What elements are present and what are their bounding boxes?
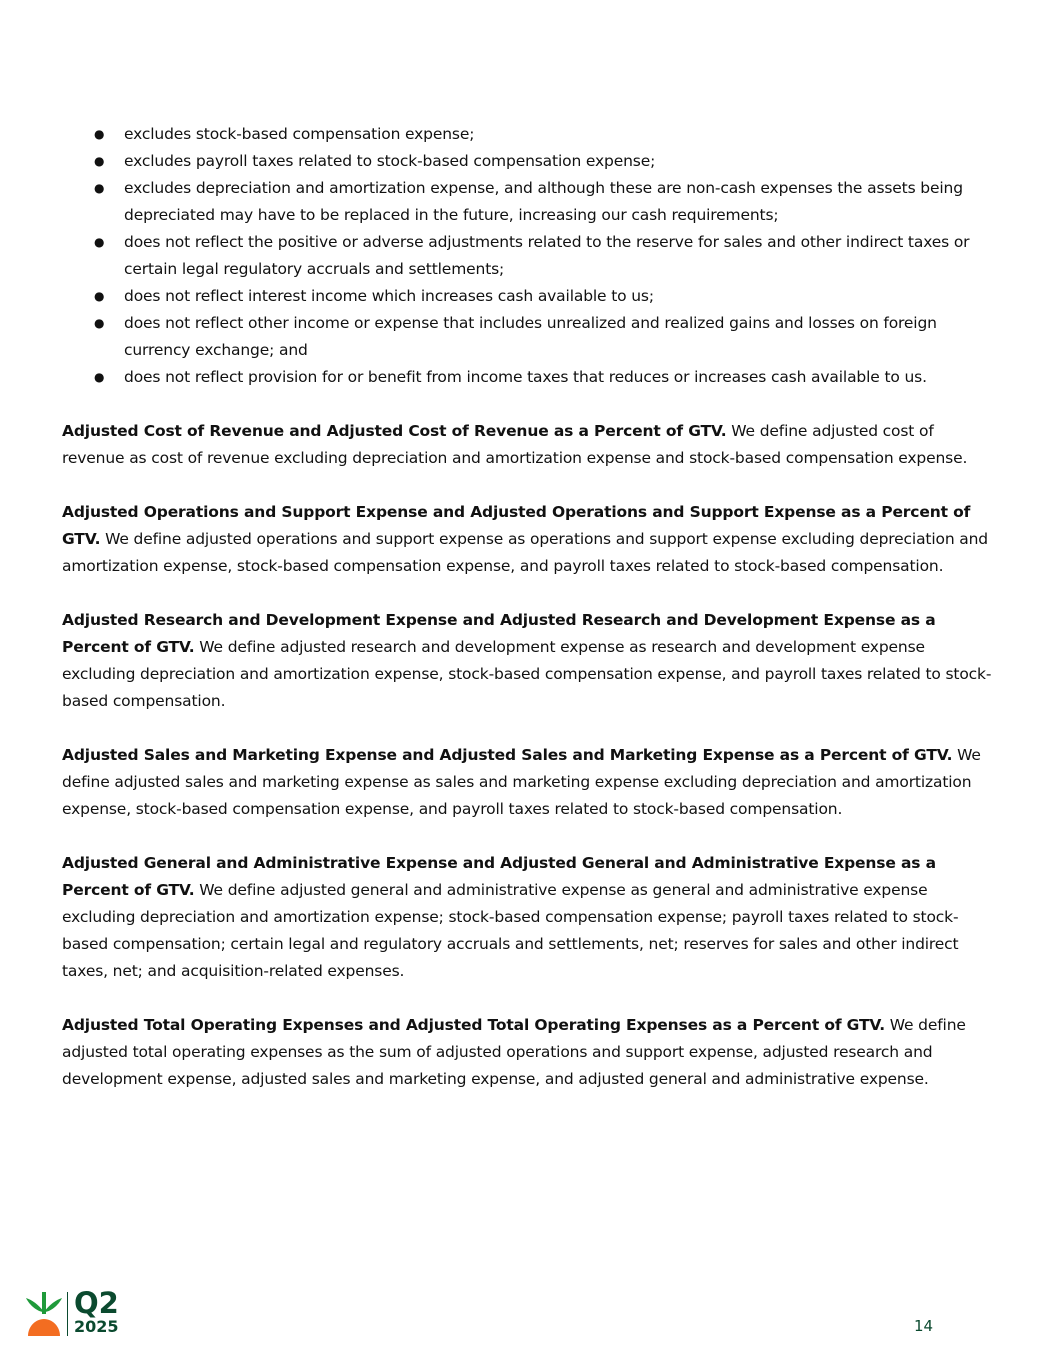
list-item: ● does not reflect interest income which increases cash available to us; (124, 283, 997, 310)
definition-body: We define adjusted sales and marketing expense as sales and marketing expense excluding depreciation and amortization expense, stock-based compensation expense, and payroll taxes related to stock-based compensation. (62, 746, 981, 818)
footer-quarter: Q2 (74, 1286, 119, 1320)
definition-heading: Adjusted Operations and Support Expense and Adjusted Operations and Support Expense as a Percent of GTV. (62, 503, 971, 548)
definition-paragraph (62, 850, 997, 985)
definition-body: We define adjusted general and administrative expense as general and administrative expense excluding depreciation and amortization expense; stock-based compensation expense; payroll taxes related to stock-based compensation; certain legal and regulatory accruals and settlements, net; reserves for sales and other indirect taxes, net; and acquisition-related expenses. (62, 881, 959, 980)
definition-body: We define adjusted cost of revenue as cost of revenue excluding depreciation and amortization expense and stock-based compensation expense. (62, 422, 968, 467)
logo-divider (67, 1292, 68, 1336)
definition-heading: Adjusted Total Operating Expenses and Adjusted Total Operating Expenses as a Percent of GTV. (62, 1016, 885, 1034)
carrot-logo-icon (24, 1288, 64, 1340)
footer-year: 2025 (74, 1317, 119, 1336)
definition-body: We define adjusted operations and support expense as operations and support expense excluding depreciation and amortization expense, stock-based compensation expense, and payroll taxes related to stock-based compensation. (62, 530, 988, 575)
list-item: ● does not reflect provision for or benefit from income taxes that reduces or increases cash available to us. (124, 364, 997, 391)
definition-heading: Adjusted Research and Development Expense and Adjusted Research and Development Expense as a Percent of GTV. (62, 611, 936, 656)
definition-heading: Adjusted Sales and Marketing Expense and Adjusted Sales and Marketing Expense as a Percent of GTV. (62, 746, 953, 764)
definition-paragraph (62, 1012, 997, 1093)
list-item: ● excludes payroll taxes related to stock-based compensation expense; (124, 148, 997, 175)
list-item: ● does not reflect other income or expense that includes unrealized and realized gains and losses on foreign currency exchange; and (124, 310, 997, 364)
definition-paragraph (62, 607, 997, 715)
list-item: ● excludes depreciation and amortization expense, and although these are non-cash expenses the assets being depreciated may have to be replaced in the future, increasing our cash requirements; (124, 175, 997, 229)
definition-paragraph (62, 499, 997, 580)
definition-body: We define adjusted research and development expense as research and development expense excluding depreciation and amortization expense, stock-based compensation expense, and payroll taxes related to stock-based compensation. (62, 638, 992, 710)
definition-paragraph (62, 418, 997, 472)
definition-body: We define adjusted total operating expenses as the sum of adjusted operations and support expense, adjusted research and development expense, adjusted sales and marketing expense, and adjusted general and administrative expense. (62, 1016, 966, 1088)
document-body (62, 121, 997, 1093)
limitations-list (62, 121, 997, 391)
definition-heading: Adjusted General and Administrative Expense and Adjusted General and Administrative Expense as a Percent of GTV. (62, 854, 936, 899)
list-item: ● excludes stock-based compensation expense; (124, 121, 997, 148)
page-number: 14 (914, 1317, 934, 1335)
definition-paragraph (62, 742, 997, 823)
list-item: ● does not reflect the positive or adverse adjustments related to the reserve for sales and other indirect taxes or certain legal regulatory accruals and settlements; (124, 229, 997, 283)
definition-heading: Adjusted Cost of Revenue and Adjusted Cost of Revenue as a Percent of GTV. (62, 422, 727, 440)
footer-logo (24, 1288, 124, 1340)
